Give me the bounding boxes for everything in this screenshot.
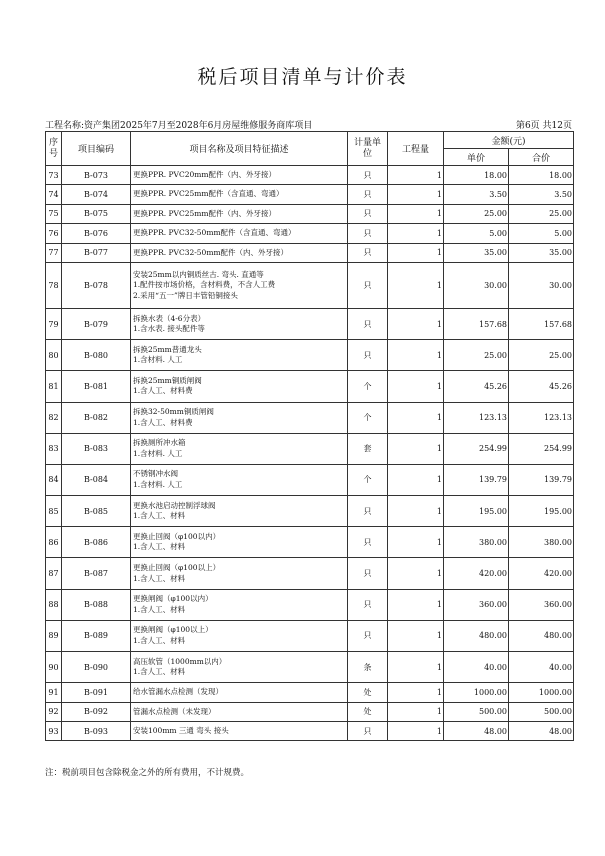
item-unit: 只 [348, 243, 388, 262]
description-line: 1.含人工、材料 [133, 604, 186, 614]
item-description [131, 340, 348, 371]
item-code: B-088 [62, 589, 131, 620]
description-line: 更换PPR. PVC25mm配件（内、外牙接） [133, 208, 276, 218]
item-total: 5.00 [509, 224, 574, 243]
item-quantity: 1 [388, 496, 444, 527]
item-description [131, 558, 348, 589]
description-line: 更换PPR. PVC25mm配件（含直通、弯通） [133, 189, 284, 199]
description-line: 拆换25mm铜质闸阀 [133, 375, 202, 385]
row-number: 80 [46, 340, 62, 371]
item-code: B-079 [62, 308, 131, 339]
item-quantity: 1 [388, 683, 444, 702]
item-total: 195.00 [509, 496, 574, 527]
item-description [131, 527, 348, 558]
row-number: 82 [46, 402, 62, 433]
item-description [131, 620, 348, 651]
row-number: 92 [46, 702, 62, 721]
header-code: 项目编码 [62, 132, 131, 166]
item-total: 380.00 [509, 527, 574, 558]
item-unit: 个 [348, 402, 388, 433]
page-title: 税后项目清单与计价表 [197, 66, 408, 88]
item-quantity: 1 [388, 620, 444, 651]
item-unit-price: 25.00 [444, 204, 509, 223]
item-unit-price: 45.26 [444, 371, 509, 402]
description-line: 更换止回阀（φ100以上） [133, 563, 221, 573]
item-unit: 只 [348, 496, 388, 527]
item-unit: 套 [348, 433, 388, 464]
header-qty: 工程量 [388, 132, 444, 166]
item-total: 30.00 [509, 262, 574, 308]
item-code: B-087 [62, 558, 131, 589]
item-description [131, 496, 348, 527]
item-code: B-089 [62, 620, 131, 651]
description-line: 拆换32-50mm铜质闸阀 [133, 407, 214, 417]
item-unit: 只 [348, 721, 388, 740]
item-unit-price: 3.50 [444, 185, 509, 204]
table-row [46, 166, 574, 185]
description-line: 1.含人工、材料 [133, 573, 186, 583]
description-line: 拆换水表（4-6分表） [133, 313, 206, 323]
row-number: 78 [46, 262, 62, 308]
item-code: B-085 [62, 496, 131, 527]
item-quantity: 1 [388, 464, 444, 495]
description-line: 给水管漏水点检测（发现） [133, 687, 223, 697]
item-quantity: 1 [388, 589, 444, 620]
item-total: 254.99 [509, 433, 574, 464]
item-quantity: 1 [388, 702, 444, 721]
row-number: 77 [46, 243, 62, 262]
item-description [131, 402, 348, 433]
item-quantity: 1 [388, 185, 444, 204]
table-row [46, 224, 574, 243]
item-unit-price: 420.00 [444, 558, 509, 589]
item-unit-price: 40.00 [444, 652, 509, 683]
item-total: 3.50 [509, 185, 574, 204]
item-total: 123.13 [509, 402, 574, 433]
table-row [46, 402, 574, 433]
item-total: 35.00 [509, 243, 574, 262]
item-description [131, 224, 348, 243]
item-unit: 只 [348, 340, 388, 371]
description-line: 更换闸阀（φ100以内） [133, 594, 213, 604]
description-line: 拆换厕所冲水箱 [133, 438, 186, 448]
item-description [131, 652, 348, 683]
table-row [46, 527, 574, 558]
item-code: B-073 [62, 166, 131, 185]
description-line: 1.含材料. 人工 [133, 448, 183, 458]
item-unit-price: 380.00 [444, 527, 509, 558]
item-unit: 条 [348, 652, 388, 683]
row-number: 83 [46, 433, 62, 464]
header-desc: 项目名称及项目特征描述 [131, 132, 348, 166]
item-code: B-086 [62, 527, 131, 558]
item-total: 480.00 [509, 620, 574, 651]
item-unit: 只 [348, 185, 388, 204]
row-number: 81 [46, 371, 62, 402]
table-row [46, 464, 574, 495]
item-description [131, 589, 348, 620]
item-quantity: 1 [388, 308, 444, 339]
description-line: 拆换25mm普通龙头 [133, 344, 202, 354]
item-description [131, 243, 348, 262]
item-total: 25.00 [509, 340, 574, 371]
item-code: B-080 [62, 340, 131, 371]
description-line: 1.含人工、材料 [133, 542, 186, 552]
item-unit: 处 [348, 683, 388, 702]
table-row [46, 683, 574, 702]
item-unit-price: 123.13 [444, 402, 509, 433]
row-number: 88 [46, 589, 62, 620]
item-unit-price: 195.00 [444, 496, 509, 527]
item-unit: 处 [348, 702, 388, 721]
item-code: B-092 [62, 702, 131, 721]
item-code: B-074 [62, 185, 131, 204]
table-row [46, 262, 574, 308]
page-info: 第6页 共12页 [515, 121, 572, 131]
item-unit: 只 [348, 166, 388, 185]
table-row [46, 558, 574, 589]
item-code: B-075 [62, 204, 131, 223]
table-row [46, 204, 574, 223]
item-quantity: 1 [388, 402, 444, 433]
item-unit: 只 [348, 262, 388, 308]
row-number: 89 [46, 620, 62, 651]
header-total: 合价 [509, 149, 574, 166]
table-row [46, 308, 574, 339]
row-number: 79 [46, 308, 62, 339]
item-unit: 只 [348, 224, 388, 243]
item-code: B-091 [62, 683, 131, 702]
table-row [46, 185, 574, 204]
item-description [131, 204, 348, 223]
item-unit: 只 [348, 620, 388, 651]
item-unit-price: 157.68 [444, 308, 509, 339]
item-code: B-084 [62, 464, 131, 495]
table-row [46, 340, 574, 371]
item-unit: 个 [348, 371, 388, 402]
row-number: 85 [46, 496, 62, 527]
item-unit-price: 5.00 [444, 224, 509, 243]
table-body [46, 166, 574, 741]
footnote: 注：税前项目包含除税金之外的所有费用，不计规费。 [45, 768, 250, 778]
item-total: 360.00 [509, 589, 574, 620]
item-total: 45.26 [509, 371, 574, 402]
description-line: 高压软管（1000mm以内） [133, 656, 227, 666]
item-description [131, 433, 348, 464]
table-row [46, 433, 574, 464]
item-quantity: 1 [388, 527, 444, 558]
item-unit-price: 500.00 [444, 702, 509, 721]
item-description [131, 683, 348, 702]
item-total: 48.00 [509, 721, 574, 740]
item-unit-price: 480.00 [444, 620, 509, 651]
item-total: 157.68 [509, 308, 574, 339]
table-row [46, 702, 574, 721]
description-line: 1.含人工、材料 [133, 667, 186, 677]
item-unit: 只 [348, 308, 388, 339]
description-line: 管漏水点检测（未发现） [133, 706, 216, 716]
item-quantity: 1 [388, 243, 444, 262]
item-description [131, 262, 348, 308]
item-unit-price: 35.00 [444, 243, 509, 262]
item-code: B-090 [62, 652, 131, 683]
description-line: 1.含人工、材料费 [133, 417, 193, 427]
item-total: 1000.00 [509, 683, 574, 702]
item-unit-price: 18.00 [444, 166, 509, 185]
table-row [46, 721, 574, 740]
item-description [131, 702, 348, 721]
item-description [131, 308, 348, 339]
header-unit-price: 单价 [444, 149, 509, 166]
item-unit: 只 [348, 527, 388, 558]
item-total: 18.00 [509, 166, 574, 185]
description-line: 1.含人工、材料 [133, 511, 186, 521]
table-row [46, 243, 574, 262]
item-unit-price: 25.00 [444, 340, 509, 371]
description-line: 1.配件按市场价格，含材料费，不含人工费 [133, 280, 276, 290]
item-unit-price: 48.00 [444, 721, 509, 740]
table-row [46, 589, 574, 620]
description-line: 2.采用“五一”牌日丰管铅铜接头 [133, 290, 238, 300]
description-line: 更换PPR. PVC20mm配件（内、外牙接） [133, 169, 276, 179]
item-total: 500.00 [509, 702, 574, 721]
item-total: 40.00 [509, 652, 574, 683]
row-number: 93 [46, 721, 62, 740]
item-quantity: 1 [388, 340, 444, 371]
item-description [131, 166, 348, 185]
item-unit: 个 [348, 464, 388, 495]
item-unit: 只 [348, 589, 388, 620]
item-unit-price: 1000.00 [444, 683, 509, 702]
description-line: 1.含材料. 人工 [133, 355, 183, 365]
header-seq: 序号 [46, 132, 62, 166]
item-description [131, 464, 348, 495]
table-row [46, 496, 574, 527]
item-quantity: 1 [388, 262, 444, 308]
item-quantity: 1 [388, 224, 444, 243]
item-unit-price: 30.00 [444, 262, 509, 308]
row-number: 91 [46, 683, 62, 702]
table-row [46, 652, 574, 683]
item-total: 139.79 [509, 464, 574, 495]
description-line: 1.含材料. 人工 [133, 479, 183, 489]
table-row [46, 620, 574, 651]
description-line: 1.含水表. 接头配件等 [133, 324, 205, 334]
table-row [46, 371, 574, 402]
row-number: 90 [46, 652, 62, 683]
item-code: B-078 [62, 262, 131, 308]
item-unit-price: 254.99 [444, 433, 509, 464]
item-code: B-077 [62, 243, 131, 262]
item-unit-price: 139.79 [444, 464, 509, 495]
item-quantity: 1 [388, 433, 444, 464]
item-code: B-076 [62, 224, 131, 243]
row-number: 76 [46, 224, 62, 243]
description-line: 更换止回阀（φ100以内） [133, 531, 221, 541]
description-line: 不锈钢冲水阀 [133, 469, 178, 479]
item-quantity: 1 [388, 204, 444, 223]
description-line: 1.含人工、材料费 [133, 386, 193, 396]
item-code: B-082 [62, 402, 131, 433]
item-quantity: 1 [388, 652, 444, 683]
item-description [131, 371, 348, 402]
header-unit: 计量单位 [348, 132, 388, 166]
description-line: 安装25mm以内铜质丝古. 弯头. 直通等 [133, 269, 264, 279]
description-line: 1.含人工、材料 [133, 635, 186, 645]
item-quantity: 1 [388, 721, 444, 740]
item-code: B-093 [62, 721, 131, 740]
item-total: 420.00 [509, 558, 574, 589]
item-code: B-083 [62, 433, 131, 464]
header-amount: 金额(元) [444, 132, 574, 149]
pricing-table [45, 131, 574, 741]
item-description [131, 185, 348, 204]
row-number: 75 [46, 204, 62, 223]
item-unit: 只 [348, 204, 388, 223]
row-number: 73 [46, 166, 62, 185]
description-line: 更换PPR. PVC32-50mm配件（内、外牙接） [133, 247, 289, 257]
item-total: 25.00 [509, 204, 574, 223]
item-quantity: 1 [388, 371, 444, 402]
item-quantity: 1 [388, 166, 444, 185]
project-name: 工程名称:资产集团2025年7月至2028年6月房屋维修服务商库项目 [45, 121, 313, 131]
row-number: 84 [46, 464, 62, 495]
item-description [131, 721, 348, 740]
item-code: B-081 [62, 371, 131, 402]
row-number: 74 [46, 185, 62, 204]
description-line: 安装100mm 三通 弯头 接头 [133, 725, 229, 735]
item-quantity: 1 [388, 558, 444, 589]
description-line: 更换水池启动控制浮球阀 [133, 500, 216, 510]
row-number: 87 [46, 558, 62, 589]
description-line: 更换PPR. PVC32-50mm配件（含直通、弯通） [133, 228, 296, 238]
description-line: 更换闸阀（φ100以上） [133, 625, 213, 635]
row-number: 86 [46, 527, 62, 558]
item-unit-price: 360.00 [444, 589, 509, 620]
item-unit: 只 [348, 558, 388, 589]
